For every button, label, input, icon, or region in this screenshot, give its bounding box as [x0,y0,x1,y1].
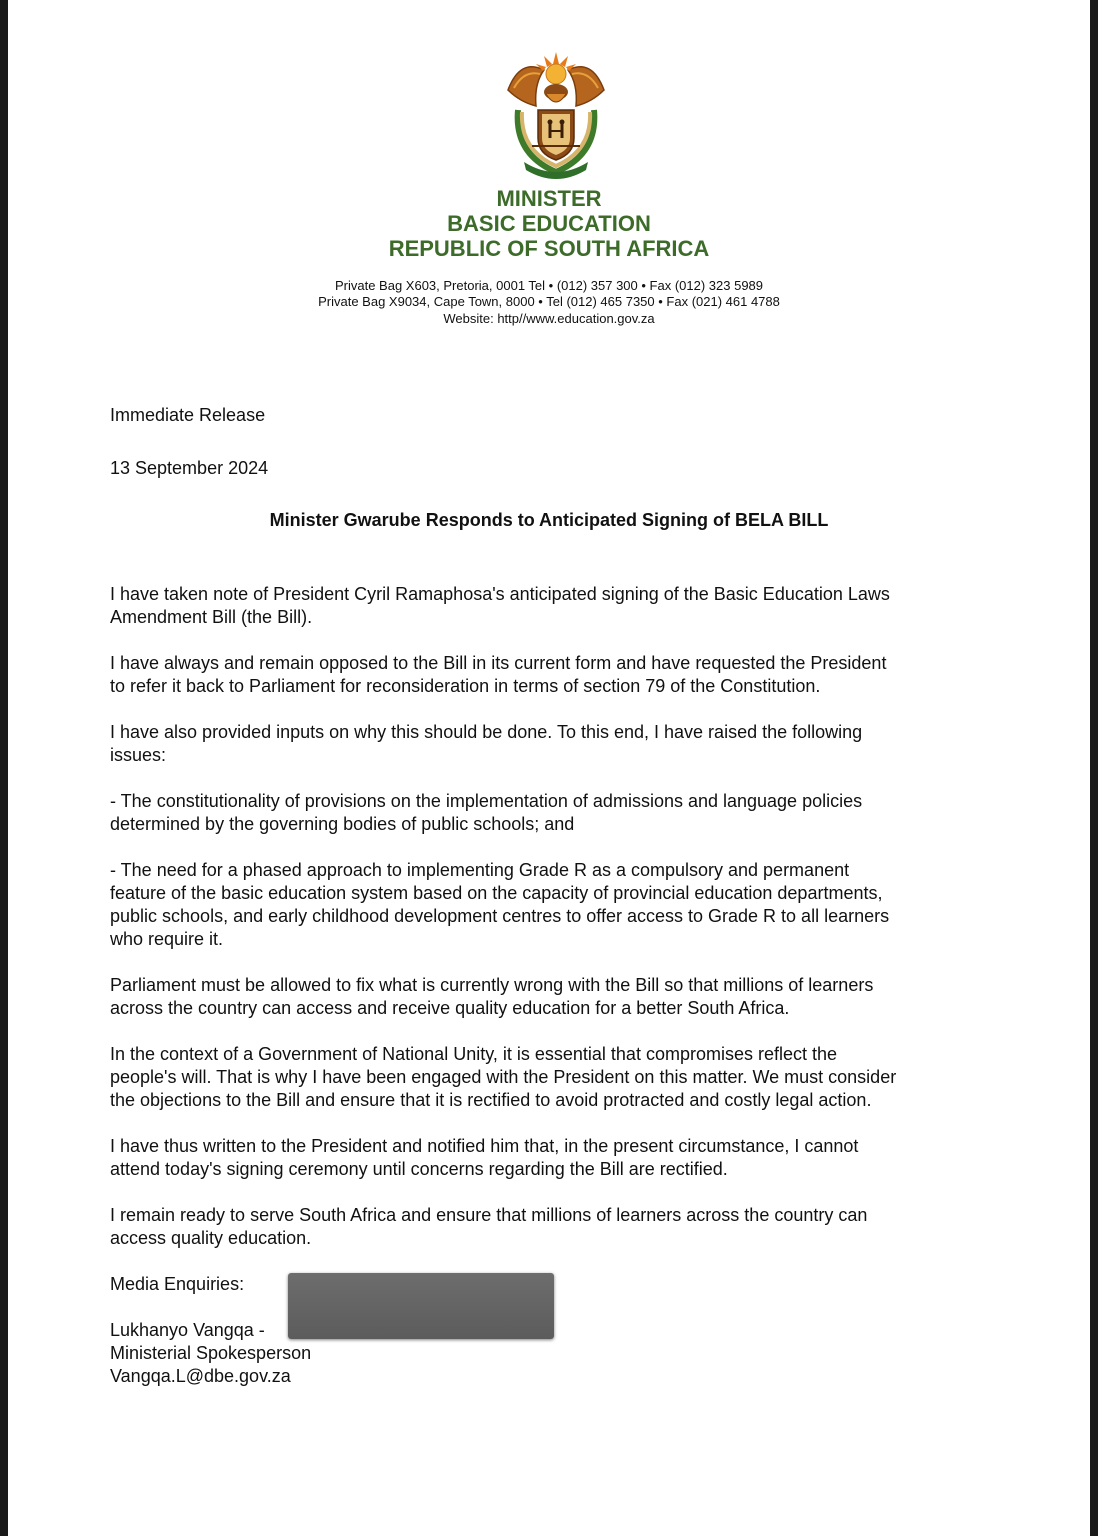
paragraph-line: I remain ready to serve South Africa and ensure that millions of learners across the country can [110,1205,868,1225]
document-page [8,0,1090,1536]
address-pretoria: Private Bag X603, Pretoria, 0001 Tel • (012) 357 300 • Fax (012) 323 5989 [334,278,764,293]
website-line: Website: http//www.education.gov.za [443,311,655,326]
paragraph-line: Amendment Bill (the Bill). [110,607,313,627]
spokesperson-role: Ministerial Spokesperson [110,1343,312,1363]
paragraph-line: determined by the governing bodies of public schools; and [110,814,575,834]
paragraph-line: - The constitutionality of provisions on the implementation of admissions and language policies [110,791,863,811]
paragraph-line: I have taken note of President Cyril Ramaphosa's anticipated signing of the Basic Education Laws [110,584,890,604]
paragraph-line: issues: [110,745,167,765]
coat-of-arms-icon [500,50,612,182]
address-cape-town: Private Bag X9034, Cape Town, 8000 • Tel (012) 465 7350 • Fax (021) 461 4788 [318,294,780,309]
paragraph-line: In the context of a Government of National Unity, it is essential that compromises reflect the [110,1044,838,1064]
press-release-title: Minister Gwarube Responds to Anticipated Signing of BELA BILL [269,510,829,530]
spokesperson-email: Vangqa.L@dbe.gov.za [110,1366,291,1386]
paragraph-line: across the country can access and receive quality education for a better South Africa. [110,998,790,1018]
paragraph-line: who require it. [110,929,224,949]
spokesperson-name: Lukhanyo Vangqa - [110,1320,265,1340]
paragraph-line: attend today's signing ceremony until concerns regarding the Bill are rectified. [110,1159,728,1179]
paragraph-line: - The need for a phased approach to implementing Grade R as a compulsory and permanent [110,860,850,880]
header-minister: MINISTER [496,186,602,211]
paragraph-line: Parliament must be allowed to fix what is currently wrong with the Bill so that millions of learners [110,975,874,995]
release-type: Immediate Release [110,405,266,425]
paragraph-line: public schools, and early childhood development centres to offer access to Grade R to all learners [110,906,890,926]
header-department: BASIC EDUCATION [447,211,651,236]
media-enquiries-label: Media Enquiries: [110,1274,245,1294]
paragraph-line: to refer it back to Parliament for reconsideration in terms of section 79 of the Constitution. [110,676,821,696]
paragraph-line: I have always and remain opposed to the Bill in its current form and have requested the President [110,653,887,673]
paragraph-line: I have thus written to the President and notified him that, in the present circumstance, I cannot [110,1136,859,1156]
header-country: REPUBLIC OF SOUTH AFRICA [388,236,710,261]
paragraph-line: access quality education. [110,1228,312,1248]
redaction-box [288,1273,554,1339]
release-date: 13 September 2024 [110,458,269,478]
paragraph-line: people's will. That is why I have been engaged with the President on this matter. We must consider [110,1067,897,1087]
paragraph-line: I have also provided inputs on why this should be done. To this end, I have raised the following [110,722,863,742]
paragraph-line: feature of the basic education system based on the capacity of provincial education departments, [110,883,883,903]
paragraph-line: the objections to the Bill and ensure that it is rectified to avoid protracted and costly legal action. [110,1090,872,1110]
